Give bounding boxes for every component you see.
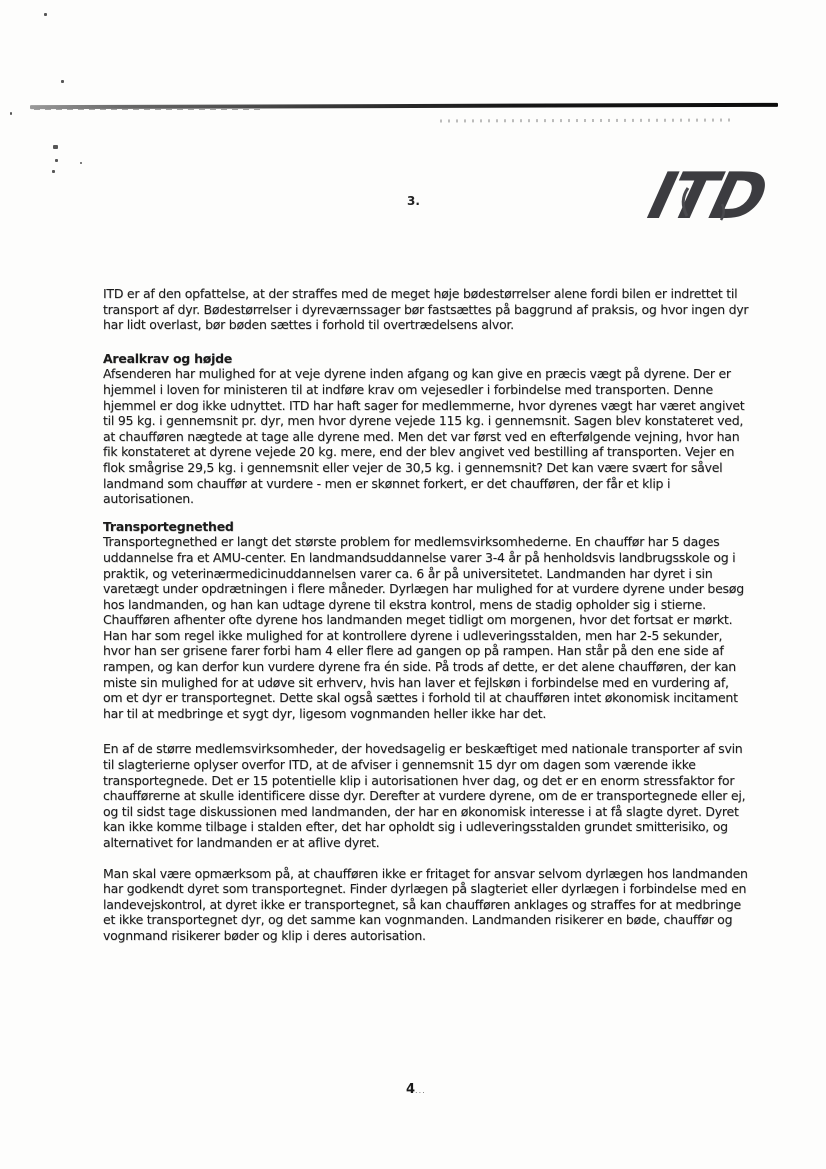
section-marker: 3. — [407, 194, 420, 208]
page-number-value: 4 — [406, 1082, 416, 1097]
section-paragraph: Transportegnethed er langt det største problem for medlemsvirksomhederne. En chauffør har 5 dages uddannelse fra et AMU-center. En landmandsuddannelse varer 3-4 år på henholdsvis landbrugsskole og i praktik, og veterinærmedicinuddannelsen varer ca. 6 år på universitetet. Landmanden har dyret i sin varetægt under opdrætningen i flere måneder. Dyrlægen har mulighed for at vurdere dyrene under besøg hos landmanden, og han kan udtage dyrene til ekstra kontrol, mens de stadig opholder sig i stierne. — [103, 534, 744, 612]
scan-speck — [53, 145, 58, 149]
scan-speck — [80, 162, 82, 164]
itd-logo-graphic — [630, 152, 795, 237]
section-heading: Arealkrav og højde — [103, 350, 233, 366]
intro-paragraph: ITD er af den opfattelse, at der straffes med de meget høje bødestørrelser alene fordi bilen er indrettet til transport af dyr. Bødestørrelser i dyreværnssager bør fastsættes på baggrund af praksis, og hvor ingen dyr har lidt overlast, bør bøden sættes i forhold til overtrædelsens alvor. — [103, 286, 749, 333]
scan-noise-dashes — [440, 118, 735, 122]
page-number — [406, 1082, 426, 1097]
closing-paragraph: Man skal være opmærksom på, at chaufføren ikke er fritaget for ansvar selvom dyrlægen hos landmanden har godkendt dyret som transportegnet. Finder dyrlægen på slagteriet eller dyrlægen i forbindelse med en landevejskontrol, at dyret ikke er transportegnet, så kan chaufføren anklages og straffes for at medbringe et ikke transportegnet dyr, og det samme kan vognmanden. Landmanden risikerer en bøde, chauffør og vognmand risikerer bøder og klip i deres autorisation. — [103, 865, 748, 943]
scan-speck — [61, 80, 64, 83]
section-paragraph: Afsenderen har mulighed for at veje dyrene inden afgang og kan give en præcis vægt på dyrene. Der er hjemmel i loven for ministeren til at indføre krav om vejesedler i forbindelse med transporten. Denne hjemmel er dog ikke udnyttet. ITD har haft sager for medlemmerne, hvor dyrenes vægt har været angivet til 95 kg. i gennemsnit pr. dyr, men hvor dyrene vejede 115 kg. i gennemsnit. Sagen blev konstateret ved, at chaufføren nægtede at tage alle dyrene med. Men det var først ved en efterfølgende vejning, hvor han fik konstateret at dyrene vejede 20 kg. mere, end der blev angivet ved bestilling af transporten. Vejer en flok smågrise 29,5 kg. i gennemsnit eller vejer de 30,5 kg. i gennemsnit? Det kan være svært for såvel landmand som chauffør at vurdere - men er skønnet forkert, er det chaufføren, der får et klip i autorisationen. — [103, 366, 745, 507]
scan-speck — [44, 13, 47, 16]
top-rule-shadow — [34, 109, 264, 110]
document-body — [103, 286, 749, 944]
itd-logo — [630, 152, 795, 237]
page-number-dots: ... — [415, 1086, 426, 1095]
itd-logo-text: ITD — [641, 159, 772, 234]
section-transportegnethed — [103, 519, 749, 722]
section-paragraph: Chaufføren afhenter ofte dyrene hos landmanden meget tidligt om morgenen, hvor det fortsat er mørkt. Han har som regel ikke mulighed for at kontrollere dyrene i udleveringsstalden, men har 2-5 sekunder, hvor han ser grisene farer forbi ham 4 eller flere ad gangen op på rampen. Han står på den ene side af rampen, og kan derfor kun vurdere dyrene fra én side. På trods af dette, er det alene chaufføren, der kan miste sin mulighed for at udøve sit erhverv, hvis han laver et fejlskøn i forbindelse med en vurdering af, om et dyr er transportegnet. Dette skal også sættes i forhold til at chaufføren intet økonomisk incitament har til at medbringe et sygt dyr, ligesom vognmanden heller ikke har det. — [103, 612, 738, 721]
section-heading: Transportegnethed — [103, 518, 234, 534]
closing-paragraph: En af de større medlemsvirksomheder, der hovedsagelig er beskæftiget med nationale transporter af svin til slagterierne oplyser overfor ITD, at de afviser i gennemsnit 15 dyr om dagen som værende ikke transportegnede. Det er 15 potentielle klip i autorisationen hver dag, og det er en enorm stressfaktor for chaufførerne at skulle identificere disse dyr. Derefter at vurdere dyrene, om de er transportegnede eller ej, og til sidst tage diskussionen med landmanden, der har en økonomisk interesse i at få slagte dyret. Dyret kan ikke komme tilbage i stalden efter, det har opholdt sig i udleveringsstalden grundet smitterisiko, og alternativet for landmanden er at aflive dyret. — [103, 741, 746, 850]
scan-speck — [10, 112, 12, 115]
section-arealkrav — [103, 351, 749, 507]
scan-speck — [55, 159, 58, 162]
scan-speck — [52, 170, 55, 173]
